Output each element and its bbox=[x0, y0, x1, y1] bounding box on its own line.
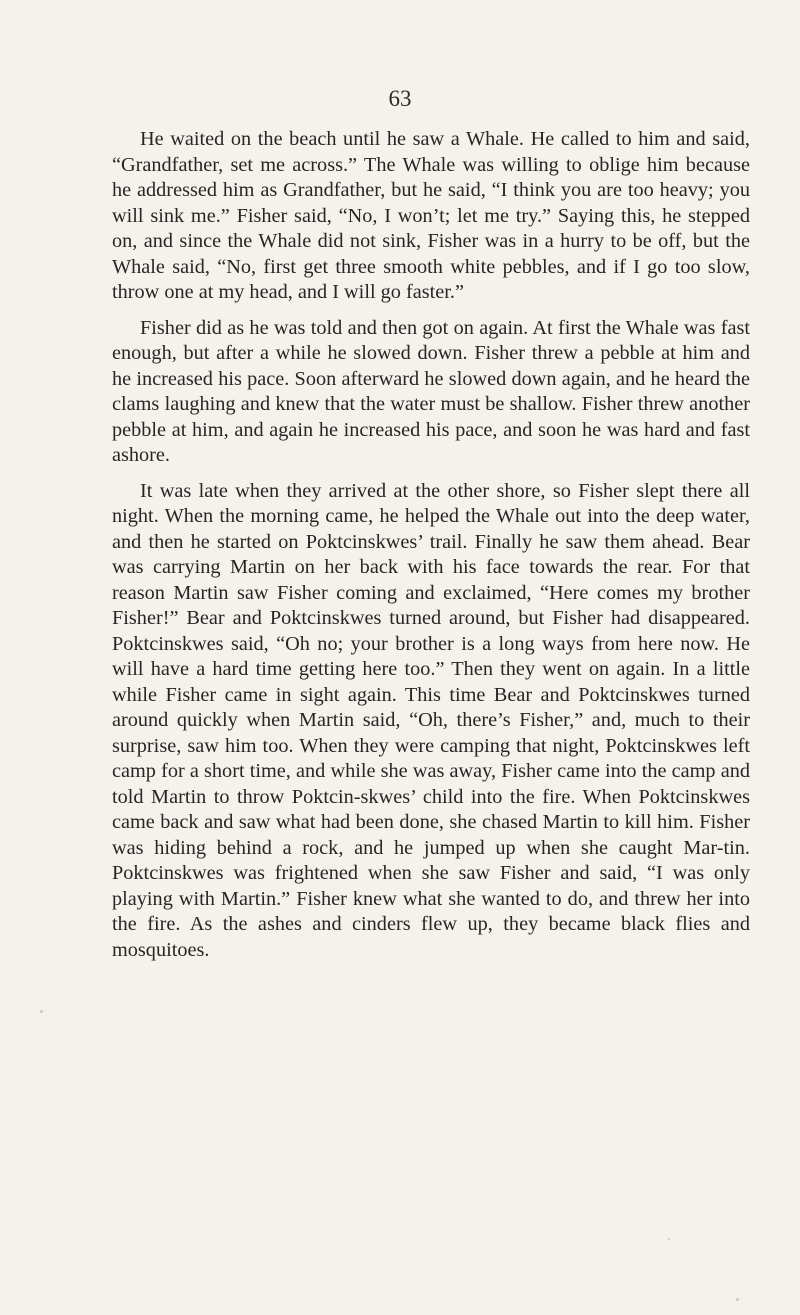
paper-speck bbox=[668, 1238, 670, 1240]
paragraph-2: Fisher did as he was told and then got on again. At first the Whale was fast enough, but after a while he slowed down. Fisher threw a pebble at him and he increased his pace. Soon afterward he slowed down again, and he heard the clams laughing and knew that the water must be shallow. Fisher threw another pebble at him, and again he increased his pace, and soon he was hard and fast ashore. bbox=[112, 316, 750, 466]
paper-speck bbox=[40, 1010, 43, 1013]
body-text bbox=[112, 127, 750, 973]
paragraph-1: He waited on the beach until he saw a Whale. He called to him and said, “Grandfather, set me across.” The Whale was willing to oblige him because he addressed him as Grandfather, but he said, “I think you are too heavy; you will sink me.” Fisher said, “No, I won’t; let me try.” Saying this, he stepped on, and since the Whale did not sink, Fisher was in a hurry to be off, but the Whale said, “No, first get three smooth white pebbles, and if I go too slow, throw one at my head, and I will go faster.” bbox=[112, 128, 750, 303]
paper-speck bbox=[736, 1298, 739, 1301]
page-number: 63 bbox=[388, 86, 412, 111]
paragraph-3: It was late when they arrived at the other shore, so Fisher slept there all night. When the morning came, he helped the Whale out into the deep water, and then he started on Poktcinskwes’ trail. Finally he saw them ahead. Bear was carrying Martin on her back with his face towards the rear. For that reason Martin saw Fisher coming and exclaimed, “Here comes my brother Fisher!” Bear and Poktcinskwes turned around, but Fisher had disappeared. Poktcinskwes said, “Oh no; your brother is a long ways from here now. He will have a hard time getting here too.” Then they went on again. In a little while Fisher came in sight again. This time Bear and Poktcinskwes turned around quickly when Martin said, “Oh, there’s Fisher,” and, much to their surprise, saw him too. When they were camping that night, Poktcinskwes left camp for a short time, and while she was away, Fisher came into the camp and told Martin to throw Poktcin-skwes’ child into the fire. When Poktcinskwes came back and saw what had been done, she chased Martin to kill him. Fisher was hiding behind a rock, and he jumped up when she caught Mar-tin. Poktcinskwes was frightened when she saw Fisher and said, “I was only playing with Martin.” Fisher knew what she wanted to do, and threw her into the fire. As the ashes and cinders flew up, they became black flies and mosquitoes. bbox=[112, 479, 750, 961]
